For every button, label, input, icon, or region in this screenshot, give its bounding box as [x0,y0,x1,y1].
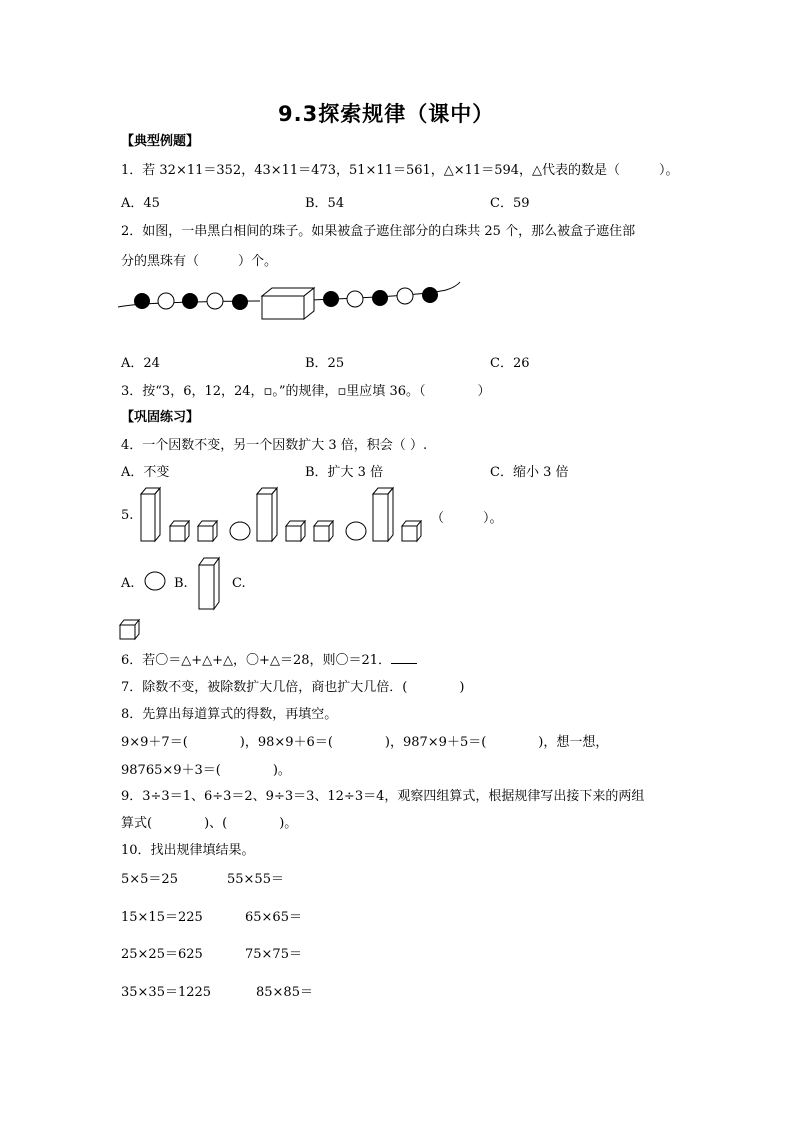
question-3: 3．按“3，6，12，24，▫。”的规律，▫里应填 36。（ ） [121,384,491,399]
question-5-number: 5. [121,508,134,523]
q10-row-right: 75×75＝ [245,947,302,962]
question-9-line1: 9．3÷3＝1、6÷3＝2、9÷3＝3、12÷3＝4，观察四组算式，根据规律写出接下来的两组 [121,789,645,804]
question-1: 1．若 32×11＝352，43×11＝473，51×11＝561，△×11＝594，△代表的数是（ ）。 [121,163,679,178]
option-b-tall-prism [199,558,219,609]
q4-option-b: B．扩大 3 倍 [305,465,384,480]
q5-answer-paren: （ ）。 [431,511,503,526]
section-header-practice: 【巩固练习】 [121,410,200,425]
q10-row-right: 85×85＝ [256,985,313,1000]
q5-option-b-label: B. [174,576,188,591]
q4-option-c: C．缩小 3 倍 [490,465,569,480]
q2-option-a: A．24 [121,356,160,371]
q2-option-c: C．26 [490,356,530,371]
question-8-line2: 98765×9＋3＝( )。 [121,763,291,778]
q1-option-b: B．54 [305,196,345,211]
section-header-examples: 【典型例题】 [121,134,200,149]
question-4: 4．一个因数不变，另一个因数扩大 3 倍，积会（ ）. [121,438,428,453]
q10-row-left: 15×15＝225 [121,910,203,925]
question-2-line2: 分的黑珠有（ ）个。 [121,254,278,269]
answer-blank [391,652,417,664]
q4-option-a: A．不变 [121,465,170,480]
q10-row-left: 5×5＝25 [121,872,178,887]
page-title: 9.3探索规律（课中） [278,102,495,126]
option-c-small-cube [120,620,139,639]
question-8-line1: 9×9＋7＝( )，98×9＋6＝( )，987×9＋5＝( )，想一想， [121,735,609,750]
q1-option-a: A．45 [121,196,160,211]
q5-option-a-label: A. [121,576,135,591]
question-6 [121,649,417,668]
question-10: 10．找出规律填结果。 [121,843,255,858]
question-8: 8．先算出每道算式的得数，再填空。 [121,707,338,722]
q5-option-c-label: C. [232,576,246,591]
question-6-text: 6．若〇＝△+△+△，〇+△＝28，则〇＝21． [121,653,392,668]
question-9-line2: 算式( )、( )。 [121,816,298,831]
question-7: 7．除数不变，被除数扩大几倍，商也扩大几倍．( ) [121,680,465,695]
option-a-circle [145,572,165,590]
q10-row-right: 65×65＝ [245,910,302,925]
q10-row-left: 25×25＝625 [121,947,203,962]
q2-option-b: B．25 [305,356,345,371]
q10-row-left: 35×35＝1225 [121,985,212,1000]
q1-option-c: C．59 [490,196,530,211]
q10-row-right: 55×55＝ [227,872,284,887]
question-2-line1: 2．如图，一串黑白相间的珠子。如果被盒子遮住部分的白珠共 25 个，那么被盒子遮住部 [121,224,636,239]
